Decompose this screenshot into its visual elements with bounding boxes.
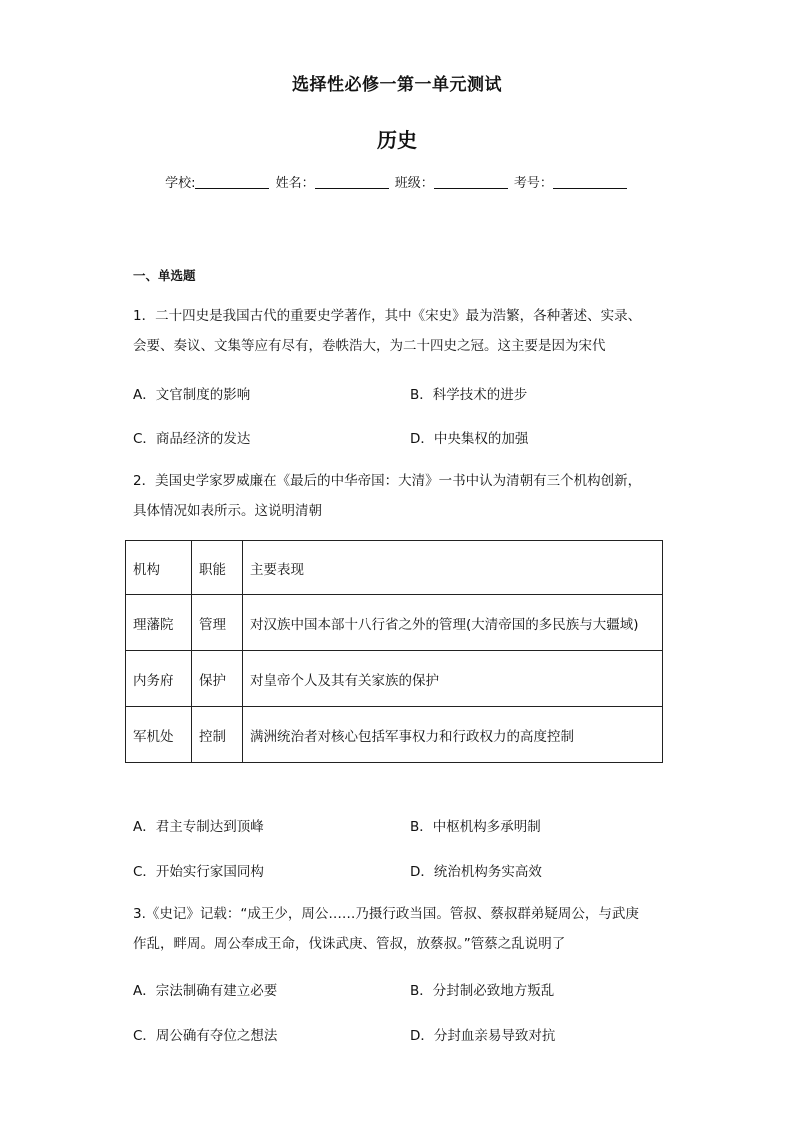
class-blank[interactable] (434, 175, 508, 189)
table-row (126, 651, 663, 707)
student-info-row (0, 172, 794, 191)
question-2-line-2: 具体情况如表所示。这说明清朝 (133, 503, 322, 519)
q3-option-c[interactable]: C．周公确有夺位之想法 (133, 1028, 278, 1044)
table-cell: 对皇帝个人及其有关家族的保护 (243, 651, 663, 707)
section-heading: 一、单选题 (133, 268, 196, 283)
school-label: 学校: (165, 176, 196, 191)
q3-option-d[interactable]: D．分封血亲易导致对抗 (410, 1028, 556, 1044)
exam-title: 选择性必修一第一单元测试 (292, 75, 502, 95)
table-row (126, 595, 663, 651)
q2-option-a[interactable]: A．君主专制达到顶峰 (133, 819, 264, 835)
table-header-cell: 机构 (126, 541, 192, 595)
table-cell: 军机处 (126, 707, 192, 763)
table-cell: 理藩院 (126, 595, 192, 651)
question-1-stem (133, 301, 661, 361)
question-3-line-1: 3.《史记》记载：“成王少，周公……乃摄行政当国。管叔、蔡叔群弟疑周公，与武庚 (133, 906, 639, 922)
table-row (126, 707, 663, 763)
question-2-stem (133, 466, 661, 526)
table-cell: 保护 (192, 651, 243, 707)
q3-option-b[interactable]: B．分封制必致地方叛乱 (410, 983, 555, 999)
table-cell: 满洲统治者对核心包括军事权力和行政权力的高度控制 (243, 707, 663, 763)
question-1-line-1: 1．二十四史是我国古代的重要史学著作，其中《宋史》最为浩繁，各种著述、实录、 (133, 308, 642, 324)
question-2-line-1: 2．美国史学家罗威廉在《最后的中华帝国：大清》一书中认为清朝有三个机构创新， (133, 473, 642, 489)
q1-option-a[interactable]: A．文官制度的影响 (133, 387, 251, 403)
table-header-cell: 主要表现 (243, 541, 663, 595)
class-label: 班级： (394, 176, 434, 191)
q3-option-a[interactable]: A．宗法制确有建立必要 (133, 983, 278, 999)
q1-option-c[interactable]: C．商品经济的发达 (133, 431, 251, 447)
name-label: 姓名： (275, 176, 315, 191)
question-3-line-2: 作乱，畔周。周公奉成王命，伐诛武庚、管叔，放蔡叔。”管蔡之乱说明了 (133, 936, 566, 952)
q2-option-d[interactable]: D．统治机构务实高效 (410, 864, 542, 880)
name-blank[interactable] (315, 175, 389, 189)
q1-option-b[interactable]: B．科学技术的进步 (410, 387, 528, 403)
subject-title: 历史 (377, 128, 417, 152)
table-cell: 管理 (192, 595, 243, 651)
school-blank[interactable] (195, 175, 269, 189)
q2-option-c[interactable]: C．开始实行家国同构 (133, 864, 264, 880)
institutions-table (125, 540, 663, 763)
table-cell: 对汉族中国本部十八行省之外的管理(大清帝国的多民族与大疆域) (243, 595, 663, 651)
table-cell: 控制 (192, 707, 243, 763)
table-header-row (126, 541, 663, 595)
question-1-line-2: 会要、奏议、文集等应有尽有，卷帙浩大，为二十四史之冠。这主要是因为宋代 (133, 338, 606, 354)
q2-option-b[interactable]: B．中枢机构多承明制 (410, 819, 541, 835)
table-header-cell: 职能 (192, 541, 243, 595)
number-blank[interactable] (553, 175, 627, 189)
question-3-stem (133, 899, 661, 959)
table-cell: 内务府 (126, 651, 192, 707)
q1-option-d[interactable]: D．中央集权的加强 (410, 431, 529, 447)
number-label: 考号： (513, 176, 553, 191)
